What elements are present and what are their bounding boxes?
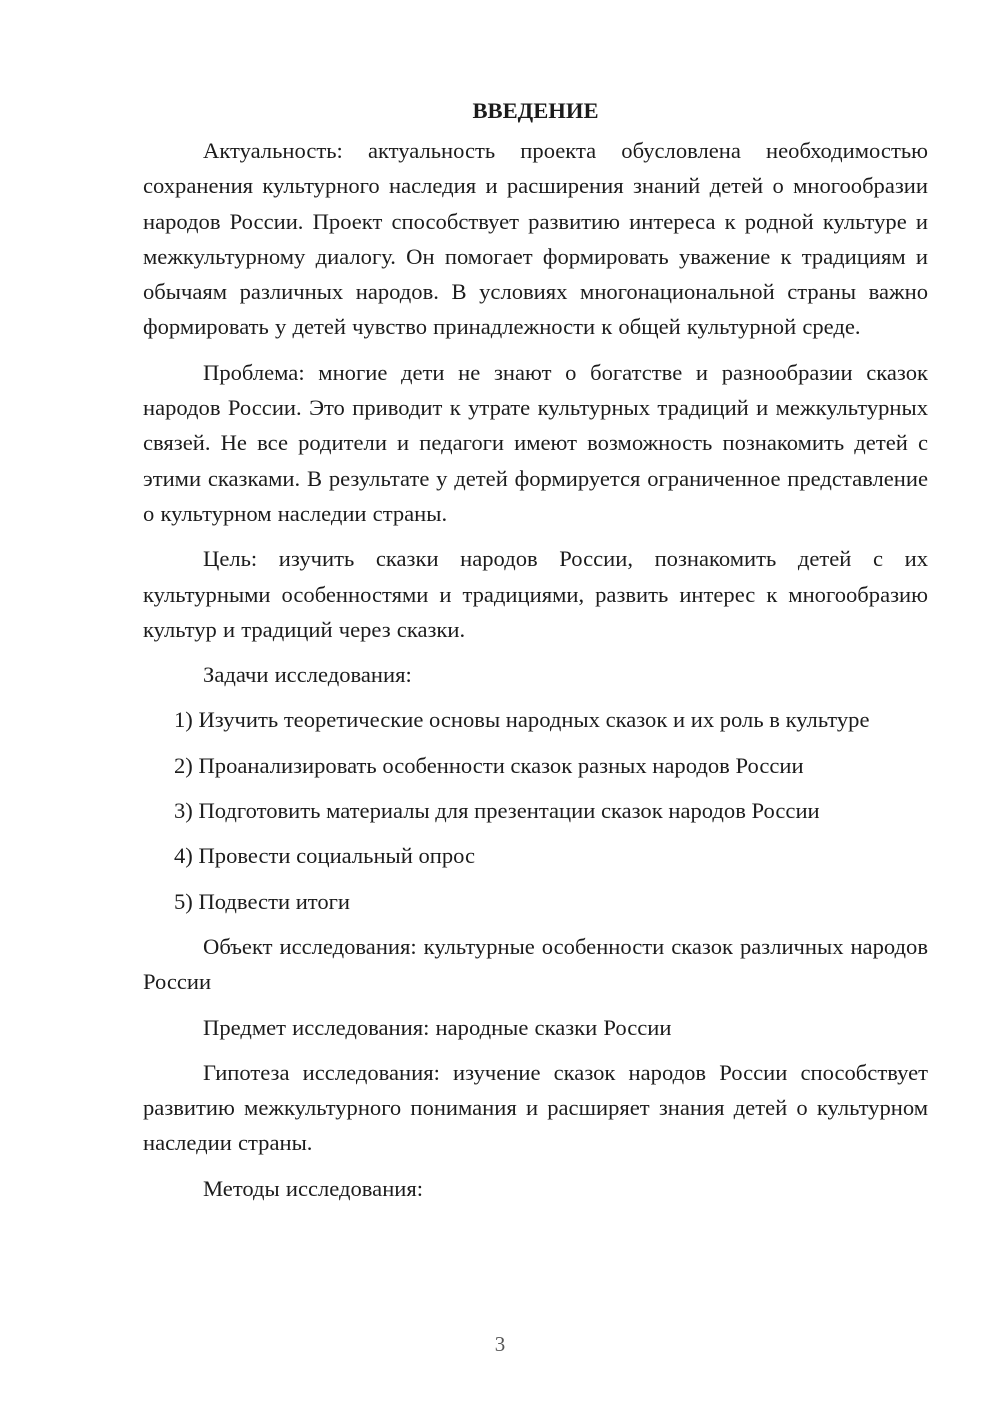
relevance-paragraph: Актуальность: актуальность проекта обусловлена необходимостью сохранения культурного наследия и расширения знаний детей о многообразии народов России. Проект способствует развитию интереса к родной культуре и межкультурному диалогу. Он помогает формировать уважение к традициям и обычаям различных народов. В условиях многонациональной страны важно формировать у детей чувство принадлежности к общей культурной среде. bbox=[143, 138, 928, 340]
page-number: 3 bbox=[494, 1332, 506, 1356]
list-item: 5) Подвести итоги bbox=[174, 888, 351, 914]
list-item: 2) Проанализировать особенности сказок разных народов России bbox=[174, 752, 804, 778]
document-page bbox=[143, 93, 928, 1216]
tasks-list bbox=[143, 702, 928, 918]
tasks-title: Задачи исследования: bbox=[203, 662, 412, 688]
methods-title: Методы исследования: bbox=[203, 1175, 424, 1201]
goal-paragraph: Цель: изучить сказки народов России, познакомить детей с их культурными особенностями и традициями, развить интерес к многообразию культур и традиций через сказки. bbox=[143, 546, 928, 642]
list-item: 4) Провести социальный опрос bbox=[174, 843, 476, 869]
object-paragraph: Объект исследования: культурные особенности сказок различных народов России bbox=[143, 933, 928, 995]
problem-paragraph: Проблема: многие дети не знают о богатстве и разнообразии сказок народов России. Это приводит к утрате культурных традиций и межкультурных связей. Не все родители и педагоги имеют возможность познакомить детей с этими сказками. В результате у детей формируется ограниченное представление о культурном наследии страны. bbox=[143, 359, 928, 526]
list-item: 3) Подготовить материалы для презентации сказок народов России bbox=[174, 798, 820, 824]
section-heading: ВВЕДЕНИЕ bbox=[472, 98, 599, 123]
list-item: 1) Изучить теоретические основы народных сказок и их роль в культуре bbox=[174, 707, 870, 733]
hypothesis-paragraph: Гипотеза исследования: изучение сказок народов России способствует развитию межкультурного понимания и расширяет знания детей о культурном наследии страны. bbox=[143, 1059, 928, 1156]
subject-paragraph: Предмет исследования: народные сказки России bbox=[203, 1014, 672, 1040]
